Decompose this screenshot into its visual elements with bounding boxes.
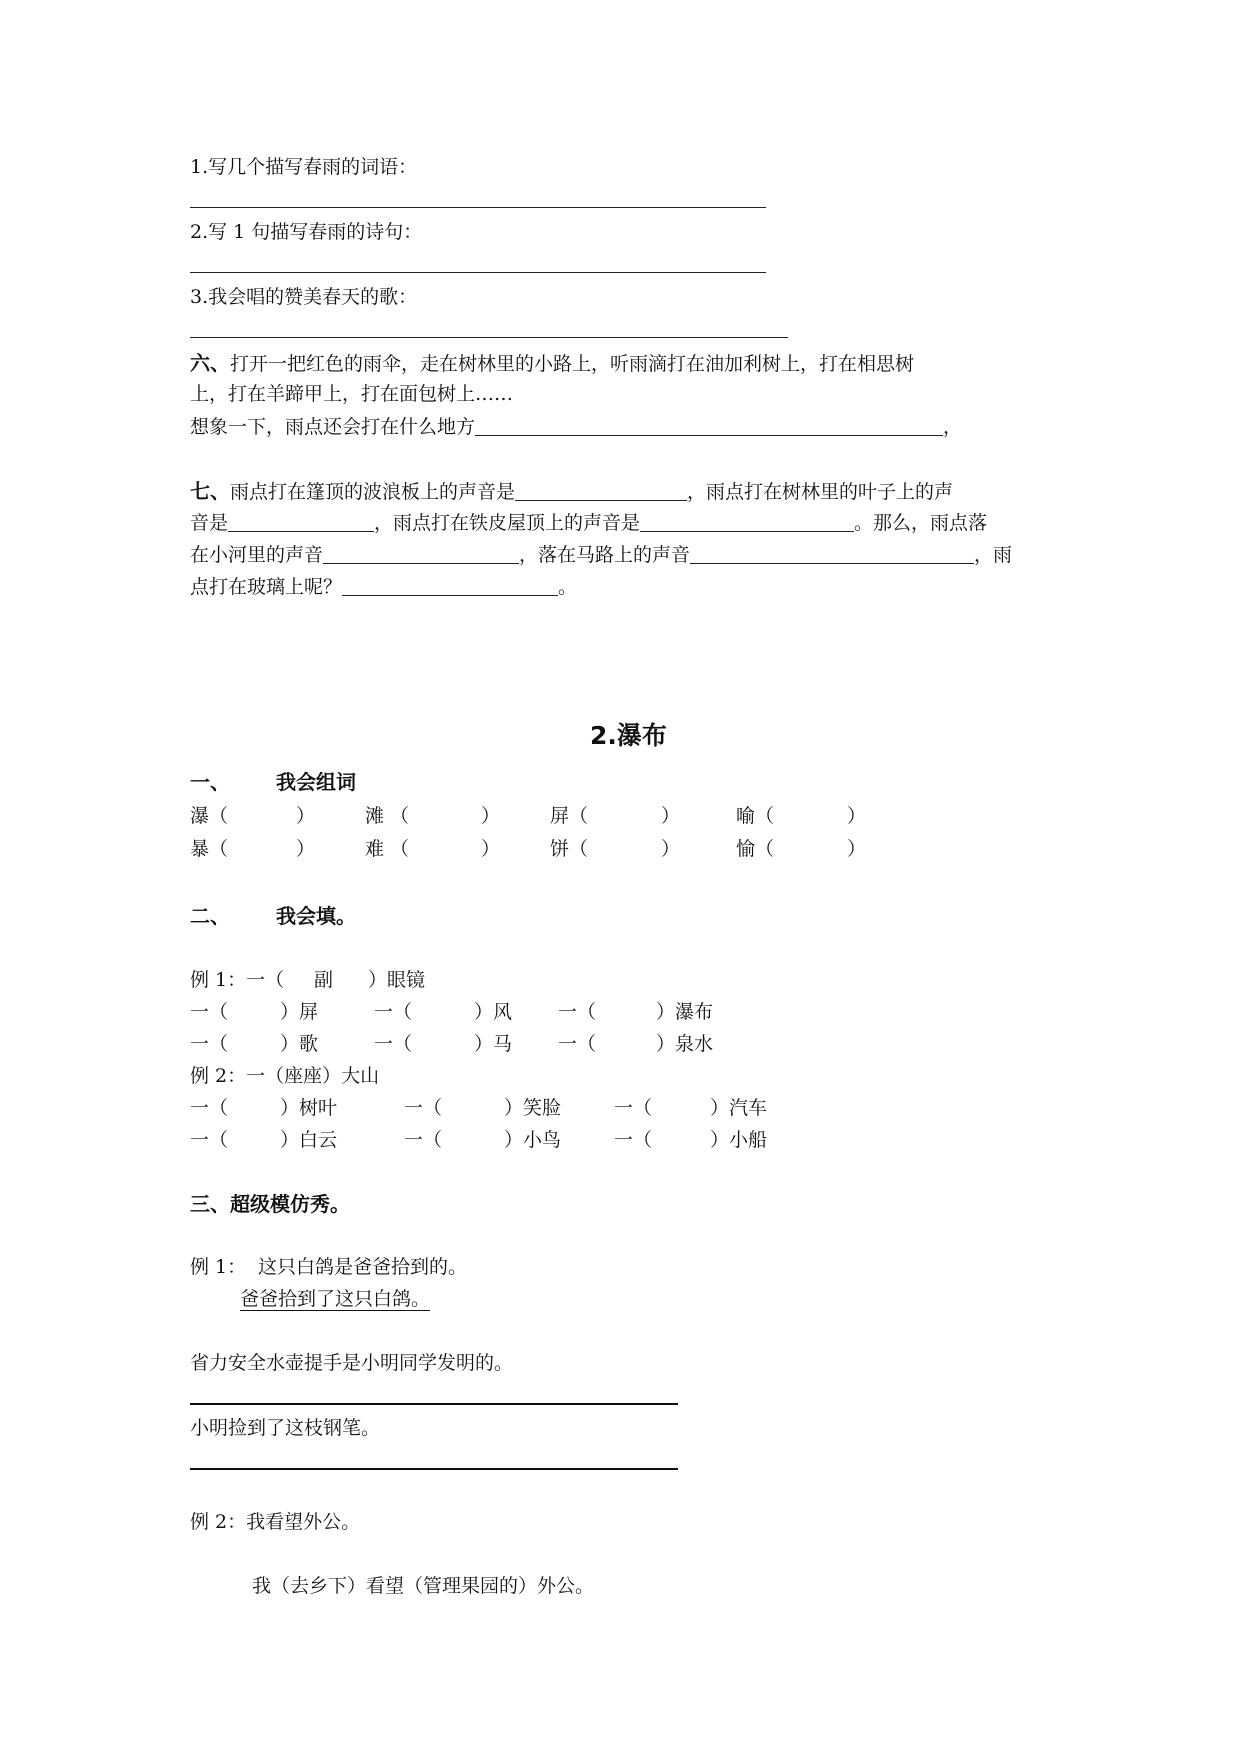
answer-line-1[interactable]: [190, 207, 766, 208]
part2-b-r2-c3: 一（: [614, 1129, 653, 1151]
part3-answer-line-2[interactable]: [190, 1468, 678, 1470]
question-3: 3.我会唱的赞美春天的歌：: [190, 286, 418, 308]
part1-row2-c1: 暴（: [190, 838, 229, 860]
part1-heading: 我会组词: [276, 770, 356, 794]
section7-text-f: 在小河里的声音: [190, 544, 324, 566]
part1-row2-c2-close: ）: [481, 838, 501, 860]
part2-example1-measure: 副: [314, 969, 334, 991]
section6-blank[interactable]: [475, 417, 943, 436]
part2-b-r1-c1-close: ）树叶: [280, 1097, 338, 1119]
section7-text-j: 。: [558, 576, 578, 598]
section7-text-e: 。那么，雨点落: [854, 512, 988, 534]
section7-blank-3[interactable]: [640, 513, 854, 532]
section7-line1: [190, 481, 953, 502]
section6-line3: [190, 417, 962, 437]
part2-b-r1-c1: 一（: [190, 1097, 229, 1119]
part3-question-1: 省力安全水壶提手是小明同学发明的。: [190, 1352, 514, 1374]
section7-text-d: ，雨点打在铁皮屋顶上的声音是: [374, 512, 641, 534]
section7-text-i: 点打在玻璃上呢？: [190, 576, 343, 598]
part2-number: 二、: [190, 904, 230, 928]
section7-blank-4[interactable]: [323, 545, 519, 564]
part2-a-r1-c3: 一（: [558, 1001, 597, 1023]
part1-number: 一、: [190, 770, 230, 794]
part2-example1-open: 例 1：一（: [190, 969, 285, 991]
section7-line2: [190, 513, 987, 533]
part3-heading: 三、超级模仿秀。: [190, 1192, 350, 1216]
part2-b-r1-c2-close: ）笑脸: [504, 1097, 562, 1119]
part2-heading: 我会填。: [276, 904, 356, 928]
section6-prompt: 想象一下，雨点还会打在什么地方: [190, 416, 476, 438]
part2-a-r2-c1: 一（: [190, 1033, 229, 1055]
part3-example2-answer: 我（去乡下）看望（管理果园的）外公。: [252, 1575, 595, 1597]
question-2: 2.写 1 句描写春雨的诗句：: [190, 221, 423, 243]
part2-a-r2-c2: 一（: [374, 1033, 413, 1055]
part1-row2-c4: 愉（: [736, 838, 775, 860]
part1-row2-c3: 饼（: [550, 838, 589, 860]
part2-a-r2-c2-close: ）马: [474, 1033, 513, 1055]
section7-line3: [190, 545, 1012, 565]
part1-row1-c3-close: ）: [661, 805, 681, 827]
section6-line2: 上，打在羊蹄甲上，打在面包树上……: [190, 383, 514, 405]
section7-line4: [190, 577, 577, 597]
part2-b-r2-c3-close: ）小船: [710, 1129, 768, 1151]
section6-number: 六、: [190, 351, 230, 375]
section6-text-1: 打开一把红色的雨伞，走在树林里的小路上，听雨滴打在油加利树上，打在相思树: [230, 353, 915, 375]
part3-example1-label: 例 1：: [190, 1256, 247, 1278]
part2-a-r2-c1-close: ）歌: [280, 1033, 319, 1055]
answer-line-3[interactable]: [190, 337, 788, 338]
section7-blank-5[interactable]: [690, 545, 974, 564]
part3-question-2: 小明捡到了这枝钢笔。: [190, 1417, 381, 1439]
part2-a-r1-c1-close: ）屏: [280, 1001, 319, 1023]
part2-b-r2-c1-close: ）白云: [280, 1129, 338, 1151]
part2-b-r2-c2: 一（: [404, 1129, 443, 1151]
section7-text-g: ，落在马路上的声音: [519, 544, 691, 566]
part2-a-r1-c1: 一（: [190, 1001, 229, 1023]
part1-row1-c2: 滩 （: [365, 805, 410, 827]
part1-row2-c3-close: ）: [661, 838, 681, 860]
part3-example1-answer: 爸爸拾到了这只白鸽。: [240, 1288, 431, 1310]
section7-text-b: ，雨点打在树林里的叶子上的声: [687, 481, 954, 503]
part2-b-r1-c2: 一（: [404, 1097, 443, 1119]
part1-row1-c1: 瀑（: [190, 805, 229, 827]
part1-row2-c1-close: ）: [296, 838, 316, 860]
part1-row1-c4-close: ）: [847, 805, 867, 827]
part1-row1-c1-close: ）: [296, 805, 316, 827]
section7-blank-1[interactable]: [515, 482, 687, 501]
part2-b-r2-c1: 一（: [190, 1129, 229, 1151]
part2-b-r1-c3: 一（: [614, 1097, 653, 1119]
part1-row1-c3: 屏（: [550, 805, 589, 827]
part3-example1-sentence: 这只白鸽是爸爸拾到的。: [258, 1256, 468, 1278]
part1-row2-c2: 难 （: [365, 838, 410, 860]
section7-text-c: 音是: [190, 512, 229, 534]
section6-comma: ，: [943, 416, 963, 438]
section7-text-a: 雨点打在篷顶的波浪板上的声音是: [230, 481, 516, 503]
part1-row1-c4: 喻（: [736, 805, 775, 827]
section7-blank-2[interactable]: [228, 513, 374, 532]
part2-a-r2-c3: 一（: [558, 1033, 597, 1055]
part2-a-r2-c3-close: ）泉水: [656, 1033, 714, 1055]
section7-text-h: ，雨: [974, 544, 1013, 566]
part2-b-r2-c2-close: ）小鸟: [504, 1129, 562, 1151]
section6-line1: [190, 353, 914, 374]
section7-number: 七、: [190, 479, 230, 503]
answer-line-2[interactable]: [190, 272, 766, 273]
part2-a-r1-c3-close: ）瀑布: [656, 1001, 714, 1023]
part2-a-r1-c2: 一（: [374, 1001, 413, 1023]
part1-row1-c2-close: ）: [481, 805, 501, 827]
part3-example2-label: 例 2：我看望外公。: [190, 1511, 361, 1533]
part2-b-r1-c3-close: ）汽车: [710, 1097, 768, 1119]
part1-row2-c4-close: ）: [847, 838, 867, 860]
part2-example1-close: ）眼镜: [368, 969, 426, 991]
part2-a-r1-c2-close: ）风: [474, 1001, 513, 1023]
part3-answer-line-1[interactable]: [190, 1403, 678, 1405]
question-1: 1.写几个描写春雨的词语：: [190, 156, 418, 178]
lesson-title: 2.瀑布: [590, 721, 667, 750]
section7-blank-6[interactable]: [342, 577, 558, 596]
part2-example2: 例 2：一（座座）大山: [190, 1065, 380, 1087]
